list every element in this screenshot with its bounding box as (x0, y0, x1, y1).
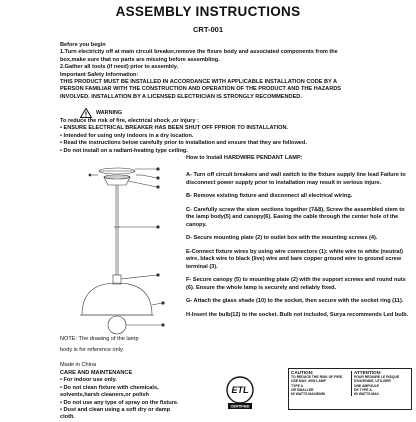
care-line: • Dust and clean using a soft dry or damp cloth. (60, 407, 171, 421)
care-line: • Do not use any type of spray on the fixture. (60, 399, 179, 406)
attention-heading: ATTENTION: (354, 370, 382, 375)
step-item: H-Insert the bulb(12) to the socket. Bulb not included, Surya recommends Led bulb. (186, 312, 409, 318)
intro-line: Important Safety Information: (60, 71, 139, 78)
lamp-exploded-diagram (62, 165, 182, 335)
notes-section (60, 336, 180, 369)
intro-line: box,make sure that no parts are missing before assembling. (60, 56, 220, 63)
step-item: F- Secure canopy (5) to mounting plate (2) with the support screws and round nuts (6). Ensure the whole lamp is securely and reliably fixed. (186, 277, 406, 291)
intro-line: INVOLVED. INSTALLATION BY A LICENSED ELECTRICIAN IS STRONGLY RECOMMENDED. (60, 93, 302, 100)
intro-line: 1.Turn electricity off at main circuit breaker,remove the fixure body and associated components from the (60, 49, 338, 56)
label-line: POUR REDUIRE LE RISQUE (354, 375, 400, 380)
label-line: 60 WATTS MAX. (354, 392, 380, 397)
rating-label-english (291, 371, 349, 396)
label-line: TO REDUCE THE RISK OF FIRE, (291, 375, 343, 380)
install-steps (186, 155, 412, 326)
rating-label-french (351, 371, 412, 396)
care-heading: CARE AND MAINTENANCE (60, 370, 133, 376)
care-line: • Do not clean fixture with chemicals, (60, 384, 159, 391)
warning-heading: WARNING (96, 110, 123, 116)
step-item: D- Secure mounting plate (2) to outlet box with the mounting screws (4). (186, 235, 378, 242)
care-line: • For indoor use only. (60, 377, 117, 384)
label-line: TYPE A (291, 383, 304, 388)
warning-line: • Read the instructions below carefully prior to installation and ensure that they are followed. (60, 140, 307, 147)
intro-line: 2.Gather all tools (if need) prior to assembly. (60, 64, 179, 71)
warning-line: • Do not install on a radiant-heating type ceiling. (60, 147, 188, 154)
step-item: C- Carefully screw the stem sections together (7&8). Screw the assembled stem to the lamp body(5) and canopy(6). Easing the cable through the center hole of the canopy. (186, 207, 405, 228)
label-line: USE MAX. 60W LAMP (291, 379, 326, 384)
label-line: OR SMALLER (291, 387, 314, 392)
note-line: body is for reference only. (60, 347, 124, 354)
note-line: NOTE: The drawing of the lamp (60, 336, 139, 342)
label-line: D'INCENDIE, UTILISER (354, 379, 391, 384)
document-title: ASSEMBLY INSTRUCTIONS (115, 4, 301, 19)
step-item: E-Connect fixture wires by using wire connectors (1): white wire to white (neutral) wire, black wire to black (live) wire and bare copper ground wire to ground screw terminal (3). (186, 249, 403, 270)
step-item: G- Attach the glass shade (10) to the socket, then secure with the socket ring (11). (186, 298, 404, 305)
step-item: A- Turn off circuit breakers and wall switch to the fixture supply line lead Failure to disconnect power supply prior to installation may result in serious injure. (186, 172, 406, 186)
warning-line: To reduce the risk of fire, electrical shock ,or injury : (60, 118, 199, 124)
label-line: UNE AMPOULE (354, 383, 379, 388)
rating-label (288, 368, 412, 410)
intro-section (60, 42, 412, 101)
etl-certification-logo (220, 372, 260, 412)
intro-line: THIS PRODUCT MUST BE INSTALLED IN ACCORDANCE WITH APPLICABLE INSTALLATION CODE BY A (60, 79, 338, 86)
etl-mark: ETL (231, 385, 249, 395)
warning-line: • Intended for using only indoors in a dry location. (60, 132, 194, 139)
warning-icon (80, 108, 92, 118)
intro-line: PERSON FAMILIAR WITH THE CONSTRUCTION AND OPERATION OF THE PRODUCT AND THE HAZARDS (60, 86, 342, 93)
model-number: CRT-001 (192, 25, 223, 34)
care-section (60, 370, 180, 422)
care-line: solvents,harsh cleaners,or polish (60, 392, 149, 399)
caution-heading: CAUTION: (291, 370, 314, 375)
label-line: DE TYPE A (354, 387, 372, 392)
origin-line: Made in China (60, 361, 97, 368)
label-line: 60 WATTS MAXIMUM (291, 392, 325, 397)
warning-list (60, 118, 360, 155)
step-item: B- Remove existing fixture and disconnect all electrical wiring. (186, 193, 353, 200)
intro-line: Before you begin (60, 42, 106, 48)
steps-heading: How to Install HARDWIRE PENDANT LAMP: (186, 155, 303, 161)
etl-sub: CERTIFIED (230, 404, 250, 409)
warning-line: • ENSURE ELECTRICAL BREAKER HAS BEEN SHUT OFF FPRIOR TO INSTALLATION. (60, 125, 289, 132)
